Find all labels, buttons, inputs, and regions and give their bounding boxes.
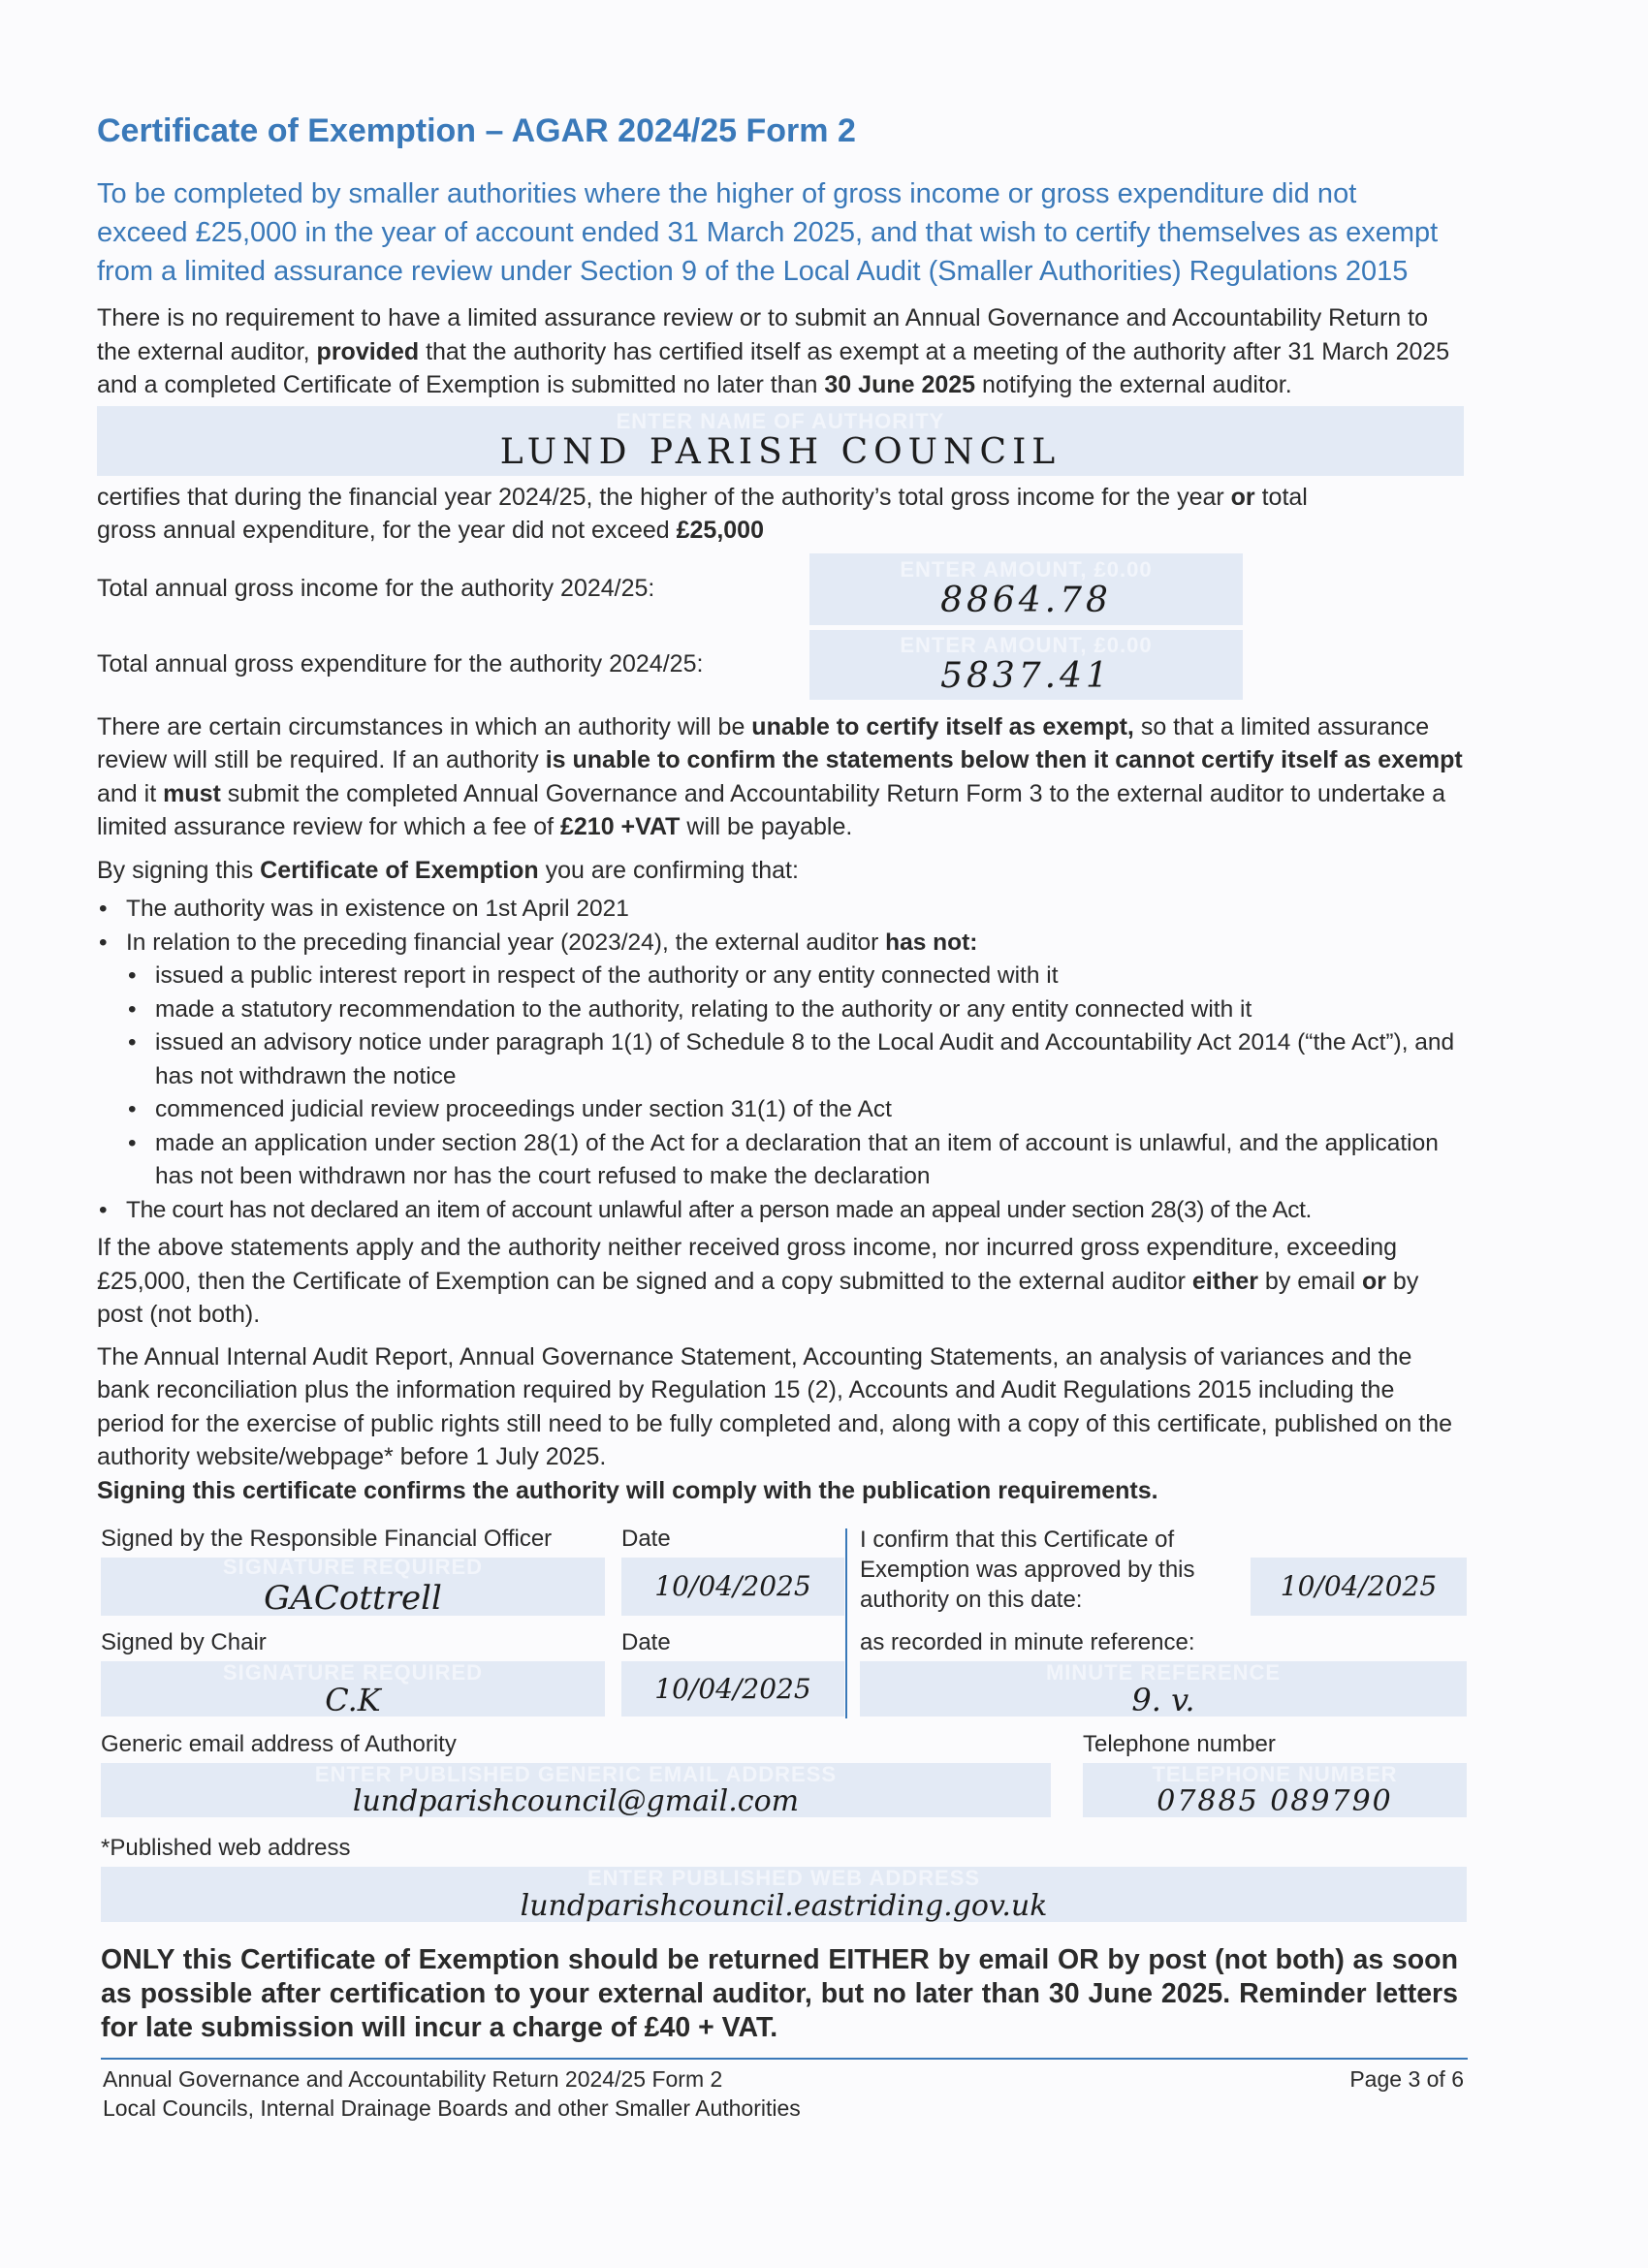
annual-paragraph: The Annual Internal Audit Report, Annual Governance Statement, Accounting Statements, an analysis of variances and the bank reconciliation plus the information required by Regulation 15 (2), Accounts and Audit Regulations 2015 including the period for the exercise of public rights still need to be fully completed and, along with a copy of this certificate, published on the authority website/webpage* before 1 July 2025. Signing this certificate confirms the authority will comply with the publication requirements. [97,1342,1453,1504]
if-above-paragraph: If the above statements apply and the authority neither received gross income, nor incurred gross expenditure, exceeding £25,000, then the Certificate of Exemption can be signed and a copy submitted to the external auditor either by email or by post (not both). [97,1234,1419,1328]
minute-reference-value: 9. v. [1131,1682,1195,1717]
authority-name-value: LUND PARISH COUNCIL [499,431,1062,472]
footer-line-1: Annual Governance and Accountability Return 2024/25 Form 2 [103,2066,723,2092]
approval-date-field[interactable] [1251,1558,1467,1616]
web-address-placeholder: ENTER PUBLISHED WEB ADDRESS [586,1867,981,1890]
rfo-date-field[interactable] [621,1558,844,1616]
expenditure-placeholder: ENTER AMOUNT, £0.00 [900,632,1153,657]
list-item: • In relation to the preceding financial year (2023/24), the external auditor has not: • issued a public interest report in respect of the authority or any entity connected with it • made a statutory recommendation to the authority, relating to the authority or any entity connected with it • issued an advisory notice under paragraph 1(1) of Schedule 8 to the Local Audit and Accountability Act 2014 (“the Act”), and has not withdrawn the notice • commenced judicial review proceedings under section 31(1) of the Act • made an application under section 28(1) of the Act for a declaration that an item of account is unlawful, and the application has not been withdrawn nor has the court refused to make the declaration [97,927,1468,1194]
approval-label: I confirm that this Certificate of Exemption was approved by this authority on this date: [860,1527,1195,1613]
email-placeholder: ENTER PUBLISHED GENERIC EMAIL ADDRESS [314,1763,838,1786]
phone-field[interactable] [1083,1763,1467,1817]
rfo-date-label: Date [621,1526,671,1552]
page-title: Certificate of Exemption – AGAR 2024/25 Form 2 [97,112,856,149]
chair-signature-field[interactable] [101,1661,605,1717]
page-number: Page 3 of 6 [1349,2066,1464,2092]
signature-section [101,1525,1468,1932]
chair-date-field[interactable] [621,1661,844,1717]
income-field[interactable] [809,553,1243,625]
list-item: • The authority was in existence on 1st April 2021 [97,893,1468,927]
rfo-signature-field[interactable] [101,1558,605,1616]
expenditure-label: Total annual gross expenditure for the authority 2024/25: [97,650,704,678]
footer-line-2: Local Councils, Internal Drainage Boards and other Smaller Authorities [103,2095,801,2121]
rfo-signature: GACottrell [264,1579,442,1616]
expenditure-row [97,630,1468,700]
expenditure-field[interactable] [809,630,1243,700]
phone-label: Telephone number [1083,1731,1276,1757]
list-item: • made an application under section 28(1) of the Act for a declaration that an item of account is unlawful, and the application has not been withdrawn nor has the court refused to make the declaration [126,1127,1468,1194]
divider [845,1528,847,1718]
minute-reference-label: as recorded in minute reference: [860,1629,1195,1655]
rfo-date-value: 10/04/2025 [654,1570,811,1602]
income-value: 8864.78 [940,580,1112,620]
list-item: • issued an advisory notice under paragraph 1(1) of Schedule 8 to the Local Audit and Accountability Act 2014 (“the Act”), and has not withdrawn the notice [126,1026,1468,1093]
chair-date-value: 10/04/2025 [654,1672,811,1705]
chair-signature-placeholder: SIGNATURE REQUIRED [222,1661,484,1685]
income-placeholder: ENTER AMOUNT, £0.00 [900,556,1153,582]
rfo-signature-label: Signed by the Responsible Financial Officer [101,1526,553,1552]
email-value: lundparishcouncil@gmail.com [352,1784,800,1817]
list-item: • commenced judicial review proceedings under section 31(1) of the Act [126,1093,1468,1127]
circumstances-paragraph: There are certain circumstances in which an authority will be unable to certify itself as exempt, so that a limited assurance review will still be required. If an authority is unable to confirm the statements below then it cannot certify itself as exempt and it must submit the completed Annual Governance and Accountability Return Form 3 to the external auditor to undertake a limited assurance review for which a fee of £210 +VAT will be payable. [97,712,1463,840]
footer-left [103,2064,801,2123]
expenditure-value: 5837.41 [940,655,1112,696]
submission-notice: ONLY this Certificate of Exemption should be returned EITHER by email OR by post (not both) as soon as possible after certification to your external auditor, but no later than 30 June 2025. Reminder letters for late submission will incur a charge of £40 + VAT. [101,1944,1458,2043]
email-field[interactable] [101,1763,1051,1817]
subtitle: To be completed by smaller authorities where the higher of gross income or gross expenditure did not exceed £25,000 in the year of account ended 31 March 2025, and that wish to certify themselves as exempt from a limited assurance review under Section 9 of the Local Audit (Smaller Authorities) Regulations 2015 [97,178,1439,287]
footer [103,2064,1466,2123]
rfo-signature-placeholder: SIGNATURE REQUIRED [222,1558,484,1579]
list-item: • made a statutory recommendation to the authority, relating to the authority or any entity connected with it [126,993,1468,1027]
approval-date-value: 10/04/2025 [1280,1570,1438,1602]
signing-intro: By signing this Certificate of Exemption you are confirming that: [97,856,799,884]
minute-reference-placeholder: MINUTE REFERENCE [1045,1661,1282,1685]
footer-divider [101,2058,1468,2060]
chair-signature: C.K [325,1682,381,1717]
minute-reference-field[interactable] [860,1661,1467,1717]
web-address-value: lundparishcouncil.eastriding.gov.uk [520,1889,1048,1922]
chair-signature-label: Signed by Chair [101,1629,267,1655]
certifies-text: certifies that during the financial year 2024/25, the higher of the authority’s total gross income for the year or total gross annual expenditure, for the year did not exceed £25,000 [97,483,1308,544]
email-label: Generic email address of Authority [101,1731,457,1757]
chair-date-label: Date [621,1629,671,1655]
intro-paragraph: There is no requirement to have a limited assurance review or to submit an Annual Governance and Accountability Return to the external auditor, provided that the authority has certified itself as exempt at a meeting of the authority after 31 March 2025 and a completed Certificate of Exemption is submitted no later than 30 June 2025 notifying the external auditor. [97,304,1450,398]
income-label: Total annual gross income for the authority 2024/25: [97,575,655,603]
authority-name-field[interactable] [97,406,1464,476]
phone-value: 07885 089790 [1157,1784,1393,1817]
phone-placeholder: TELEPHONE NUMBER [1152,1763,1398,1786]
certificate-page [97,0,1468,2123]
income-row [97,553,1468,625]
list-item: • issued a public interest report in respect of the authority or any entity connected with it [126,960,1468,993]
authority-name-placeholder: ENTER NAME OF AUTHORITY [616,408,945,433]
conditions-list [97,893,1468,1227]
web-address-field[interactable] [101,1867,1467,1922]
web-address-label: *Published web address [101,1835,351,1861]
list-item: • The court has not declared an item of account unlawful after a person made an appeal under section 28(3) of the Act. [97,1194,1468,1228]
